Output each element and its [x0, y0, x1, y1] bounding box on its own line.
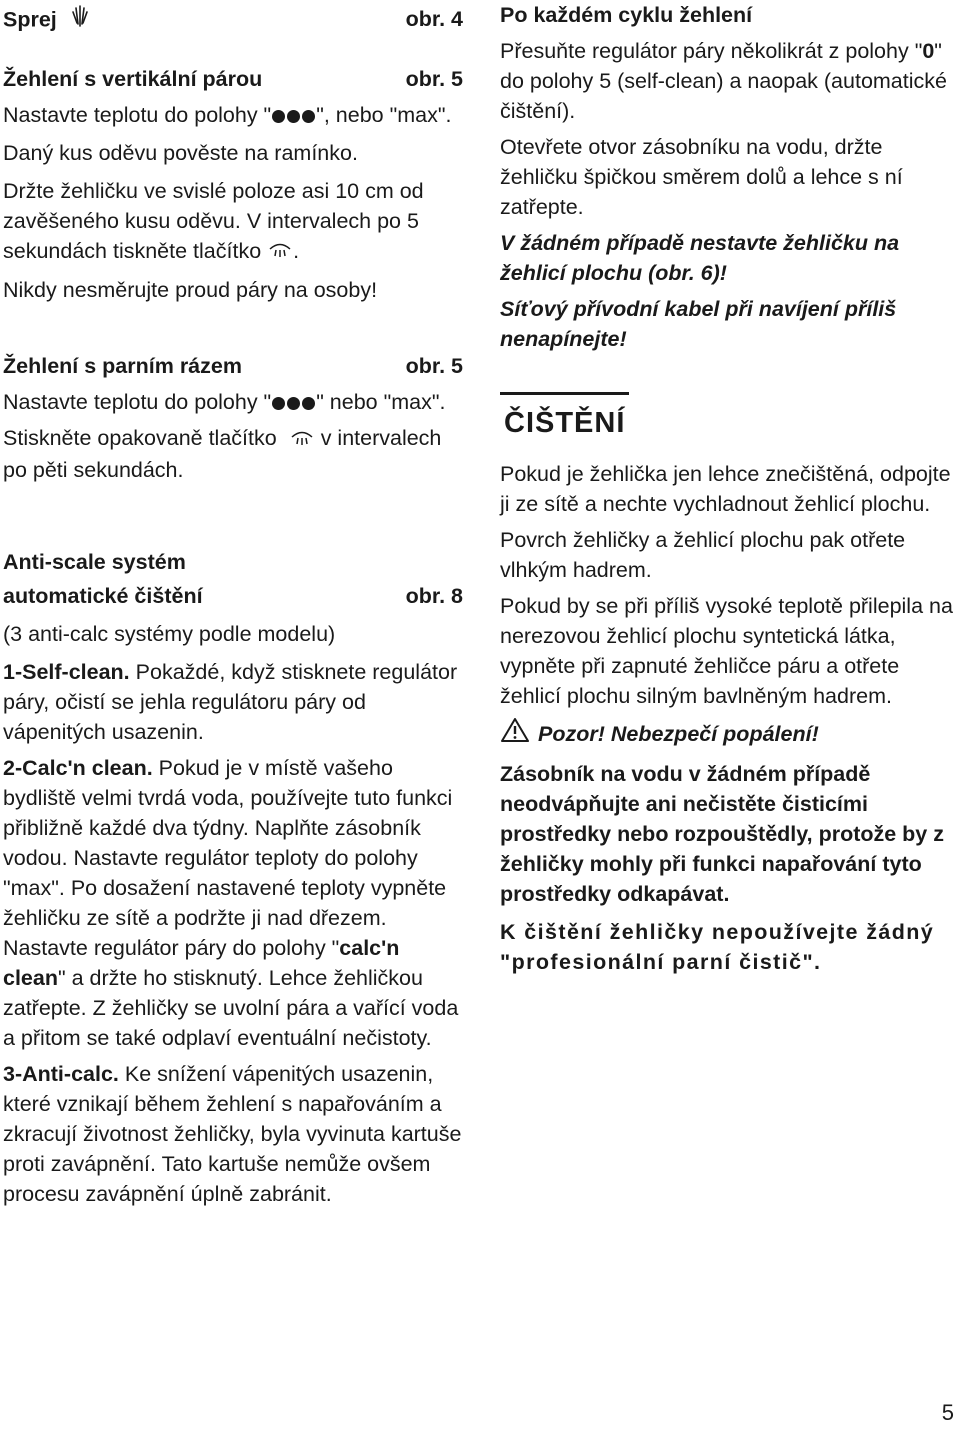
cleaning-warning — [500, 717, 958, 751]
cycle-p4: Síťový přívodní kabel při navíjení příliš nenapínejte! — [500, 297, 897, 351]
item2-label: 2-Calc'n clean. — [3, 755, 153, 780]
vertical-title: Žehlení s vertikální párou — [3, 67, 263, 91]
left-column — [3, 0, 463, 1209]
spray-ref: obr. 4 — [405, 7, 463, 31]
warning-text: Pozor! Nebezpečí popálení! — [538, 722, 819, 746]
item2-text-a: Pokud je v místě vašeho bydliště velmi tvrdá voda, používejte tuto funkci přibližně každé dva týdny. Naplňte zásobník vodou. Nastavte regulátor teploty do polohy "max". Po dosažení nastavené teploty vypněte žehličku ze sítě a podržte ji nad dřezem. Nastavte regulátor páry do polohy " — [3, 755, 453, 960]
spray-title-wrap — [3, 4, 91, 38]
temp-dot-icon — [272, 110, 285, 123]
burst-title: Žehlení s parním rázem — [3, 354, 242, 379]
temp-dot-icon — [302, 110, 315, 123]
cleaning-p4: Zásobník na vodu v žádném případě neodvápňujte ani nečistěte čisticími prostředky nebo rozpouštědly, protože by z žehličky mohly při funkci napařování tyto prostředky odkapávat. — [500, 762, 944, 906]
burst-heading — [3, 351, 463, 381]
cleaning-p1: Pokud je žehlička jen lehce znečištěná, odpojte ji ze sítě a nechte vychladnout žehlicí plochu. — [500, 462, 951, 516]
antiscale-title-2: automatické čištění — [3, 583, 203, 608]
vertical-warning-text: Nikdy nesměrujte proud páry na osoby! — [3, 278, 378, 303]
cycle-p1-a: Přesuňte regulátor páry několikrát z polohy " — [500, 39, 923, 63]
item1-label: 1-Self-clean. — [3, 659, 130, 684]
cleaning-title: ČIŠTĚNÍ — [500, 392, 629, 441]
right-column — [500, 0, 958, 977]
temp-dot-icon — [287, 397, 300, 410]
vertical-hang-text: Daný kus oděvu pověste na ramínko. — [3, 141, 358, 165]
item3-label: 3-Anti-calc. — [3, 1061, 119, 1086]
vertical-hold-end: . — [293, 239, 300, 263]
cleaning-heading-wrap — [500, 392, 958, 441]
burst-ref: obr. 5 — [405, 354, 463, 379]
temp-dot-icon — [272, 397, 285, 410]
vertical-heading — [3, 64, 463, 94]
page-number: 5 — [941, 1400, 954, 1425]
item2-bold: calc'n clean — [3, 935, 400, 990]
vertical-temp-b: ", nebo "max". — [316, 103, 452, 127]
antiscale-title-row — [3, 581, 463, 611]
temp-dot-icon — [302, 397, 315, 410]
antiscale-item-3 — [3, 1059, 463, 1209]
vertical-temp-text — [3, 100, 463, 130]
steam-burst-icon — [289, 425, 315, 455]
item1-text: Pokaždé, když stisknete regulátor páry, očistí se jehla regulátoru páry od vápenitých usazenin. — [3, 659, 458, 744]
antiscale-heading — [3, 547, 463, 611]
cleaning-p2: Povrch žehličky a žehlicí plochu pak otřete vlhkým hadrem. — [500, 528, 906, 582]
vertical-hold-a: Držte žehličku ve svislé poloze asi 10 cm od zavěšeného kusu oděvu. V intervalech po 5 sekundách tiskněte tlačítko — [3, 179, 424, 263]
cycle-p1 — [500, 36, 958, 126]
burst-press-text — [3, 423, 463, 484]
antiscale-ref: obr. 8 — [405, 583, 463, 608]
burst-press-b: v intervalech po pěti sekundách. — [3, 426, 442, 482]
item3-text: Ke snížení vápenitých usazenin, které vznikají během žehlení s napařováním a zkracují životnost žehličky, byla vyvinuta kartuše proti zavápnění. Tato kartuše nemůže ovšem procesu zavápnění úplně zabránit. — [3, 1061, 462, 1206]
spray-heading — [3, 4, 463, 38]
antiscale-title-1: Anti-scale systém — [3, 549, 186, 574]
cycle-title: Po každém cyklu žehlení — [500, 3, 753, 27]
antiscale-item-1 — [3, 657, 463, 747]
cleaning-p3: Pokud by se při příliš vysoké teplotě přilepila na nerezovou žehlicí plochu syntetická látka, vypněte při zapnuté žehličce páru a otřete žehlicí plochu silným bavlněným hadrem. — [500, 594, 953, 708]
temp-dot-icon — [287, 110, 300, 123]
burst-press-a: Stiskněte opakovaně tlačítko — [3, 426, 277, 451]
burst-temp-a: Nastavte teplotu do polohy " — [3, 390, 272, 415]
item2-text-b: " a držte ho stisknutý. Lehce žehličkou zatřepte. Z žehličky se uvolní pára a vařící voda a přitom se také odplaví eventuální nečistoty. — [3, 965, 459, 1050]
antiscale-intro: (3 anti-calc systémy podle modelu) — [3, 621, 336, 646]
cycle-p1-b: " do polohy 5 (self-clean) a naopak (automatické čištění). — [500, 39, 947, 123]
cleaning-p5: K čištění žehličky nepoužívejte žádný "profesionální parní čistič". — [500, 920, 935, 974]
burst-temp-b: " nebo "max". — [316, 390, 446, 415]
vertical-ref: obr. 5 — [405, 67, 463, 91]
burst-temp-text — [3, 387, 463, 417]
warning-triangle-icon — [500, 717, 530, 751]
antiscale-item-2 — [3, 753, 463, 1053]
cycle-p2: Otevřete otvor zásobníku na vodu, držte žehličku špičkou směrem dolů a lehce s ní zatřepte. — [500, 135, 903, 219]
vertical-temp-a: Nastavte teplotu do polohy " — [3, 103, 272, 127]
cycle-p3: V žádném případě nestavte žehličku na žehlicí plochu (obr. 6)! — [500, 231, 900, 285]
spray-icon — [69, 4, 91, 38]
cycle-p1-zero: 0 — [922, 39, 935, 63]
vertical-hold-text — [3, 176, 463, 267]
steam-burst-icon — [267, 237, 293, 267]
spray-title: Sprej — [3, 7, 57, 32]
